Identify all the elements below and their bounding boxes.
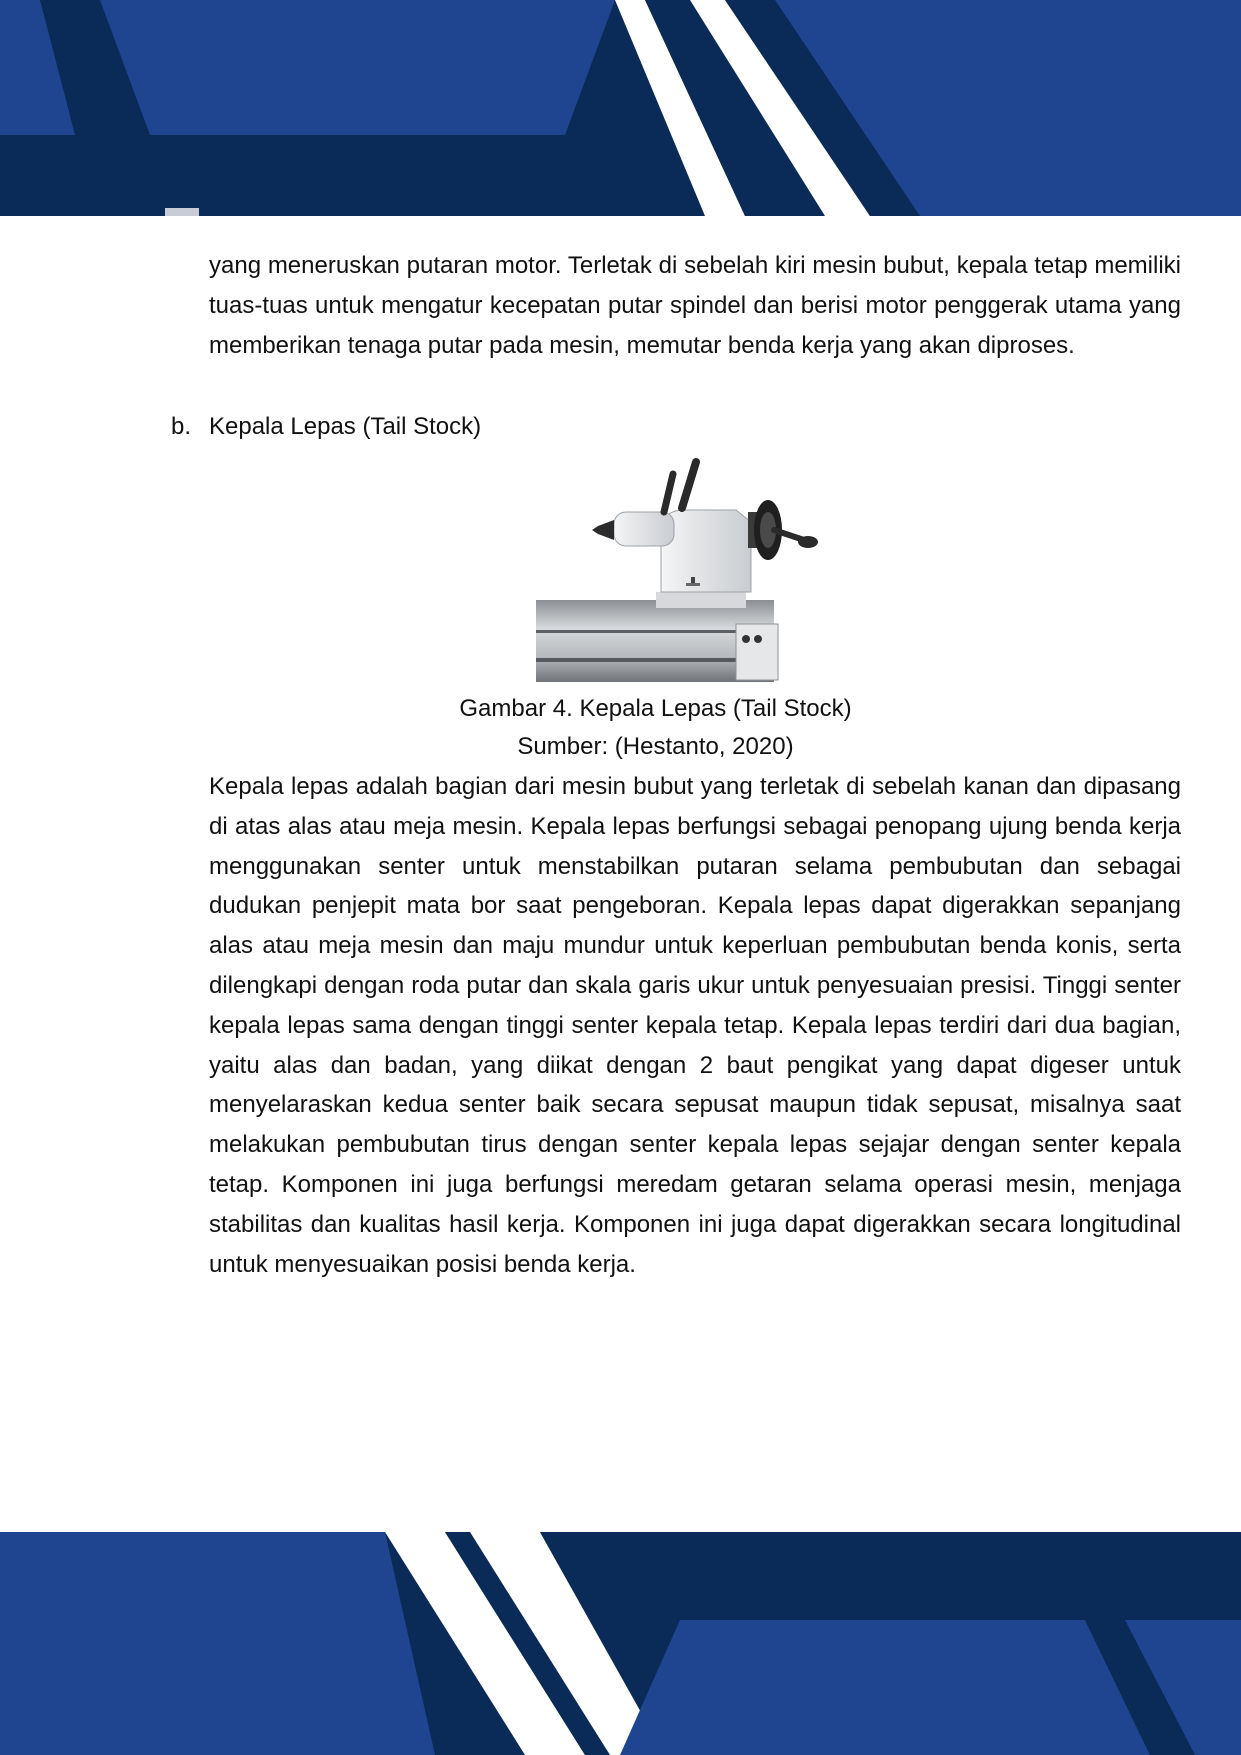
figure-caption: Gambar 4. Kepala Lepas (Tail Stock) (459, 695, 852, 722)
footer-decoration (0, 1532, 1241, 1755)
figure-source: Sumber: (Hestanto, 2020) (517, 733, 794, 760)
list-item-tail-stock (171, 407, 481, 446)
header-decoration (0, 0, 1241, 216)
tail-stock-figure (536, 452, 842, 682)
list-item-label: Kepala Lepas (Tail Stock) (209, 413, 482, 440)
paragraph-tail-stock: Kepala lepas adalah bagian dari mesin bubut yang terletak di sebelah kanan dan dipasang di atas alas atau meja mesin. Kepala lepas berfungsi sebagai penopang ujung benda kerja menggunakan senter untuk menstabilkan putaran selama pembubutan dan sebagai dudukan penjepit mata bor saat pengeboran. Kepala lepas dapat digerakkan sepanjang alas atau meja mesin dan maju mundur untuk keperluan pembubutan benda konis, serta dilengkapi dengan roda putar dan skala garis ukur untuk penyesuaian presisi. Tinggi senter kepala lepas sama dengan tinggi senter kepala tetap. Kepala lepas terdiri dari dua bagian, yaitu alas dan badan, yang diikat dengan 2 baut pengikat yang dapat digeser untuk menyelaraskan kedua senter baik secara sepusat maupun tidak sepusat, misalnya saat melakukan pembubutan tirus dengan senter kepala lepas sejajar dengan senter kepala tetap. Komponen ini juga berfungsi meredam getaran selama operasi mesin, menjaga stabilitas dan kualitas hasil kerja. Komponen ini juga dapat digerakkan secara longitudinal untuk menyesuaikan posisi benda kerja. (209, 773, 1181, 1278)
paragraph-headstock-continued: yang meneruskan putaran motor. Terletak di sebelah kiri mesin bubut, kepala tetap memiliki tuas-tuas untuk mengatur kecepatan putar spindel dan berisi motor penggerak utama yang memberikan tenaga putar pada mesin, memutar benda kerja yang akan diproses. (209, 252, 1181, 359)
list-marker: b. (171, 413, 192, 440)
